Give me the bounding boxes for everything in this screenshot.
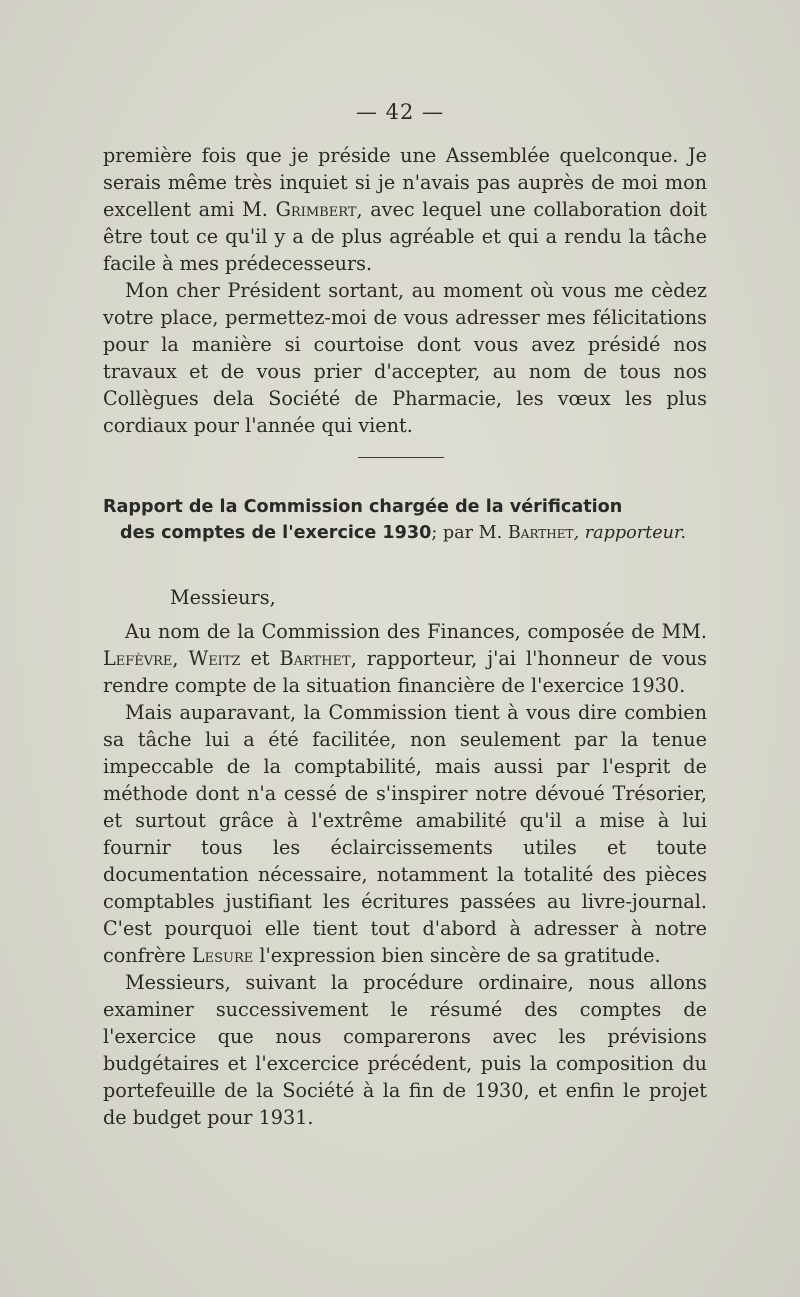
person-name: Lefèvre [103, 647, 173, 670]
author-name: Barthet [507, 523, 574, 543]
report-body [103, 618, 707, 1131]
heading-title-line: des comptes de l'exercice 1930 [120, 523, 432, 543]
heading-title-line: Rapport de la Commission chargée de la vérification [103, 497, 623, 517]
paragraph: Messieurs, suivant la procédure ordinaire, nous allons examiner successivement le résumé des comptes de l'exercice que nous comparerons avec les prévisions budgétaires et l'excercice précédent, puis la composition du portefeuille de la Société à la fin de 1930, et enfin le projet de budget pour 1931. [103, 971, 707, 1129]
opening-text [103, 142, 707, 439]
page-number: — 42 — [355, 100, 445, 124]
section-divider [358, 457, 444, 458]
salutation: Messieurs, [170, 586, 276, 609]
author-role: , rapporteur. [573, 523, 687, 543]
person-name: Grimbert [275, 198, 357, 221]
section-heading: Rapport de la Commission chargée de la vérification des comptes de l'exercice 1930; par M. Barthet, rapporteur. [103, 497, 687, 543]
person-name: Barthet [279, 647, 351, 670]
paragraph: Mon cher Président sortant, au moment où vous me cèdez votre place, permettez-moi de vous adresser mes félicitations pour la manière si courtoise dont vous avez présidé nos travaux et de vous prier d'accepter, au nom de tous nos Collègues dela Société de Pharmacie, les vœux les plus cordiaux pour l'année qui vient. [103, 279, 707, 437]
person-name: Weitz [188, 647, 241, 670]
paragraph: première fois que je préside une Assemblée quelconque. Je serais même très inquiet si je n'avais pas auprès de moi mon excellent ami M. Grimbert, avec lequel une collaboration doit être tout ce qu'il y a de plus agréable et qui a rendu la tâche facile à mes prédecesseurs. [103, 144, 707, 275]
paragraph: Au nom de la Commission des Finances, composée de MM. Lefèvre, Weitz et Barthet, rapporteur, j'ai l'honneur de vous rendre compte de la situation financière de l'exercice 1930. [103, 620, 707, 697]
paragraph: Mais auparavant, la Commission tient à vous dire combien sa tâche lui a été facilitée, non seulement par la tenue impeccable de la comptabilité, mais aussi par l'esprit de méthode dont n'a cessé de s'inspirer notre dévoué Trésorier, et surtout grâce à l'extrême amabilité qu'il a mise à lui fournir tous les éclaircissements utiles et toute documentation nécessaire, notamment la totalité des pièces comptables justifiant les écritures passées au livre-journal. C'est pourquoi elle tient tout d'abord à adresser à notre confrère Lesure l'expression bien sincère de sa gratitude. [103, 701, 707, 967]
person-name: Lesure [191, 944, 254, 967]
